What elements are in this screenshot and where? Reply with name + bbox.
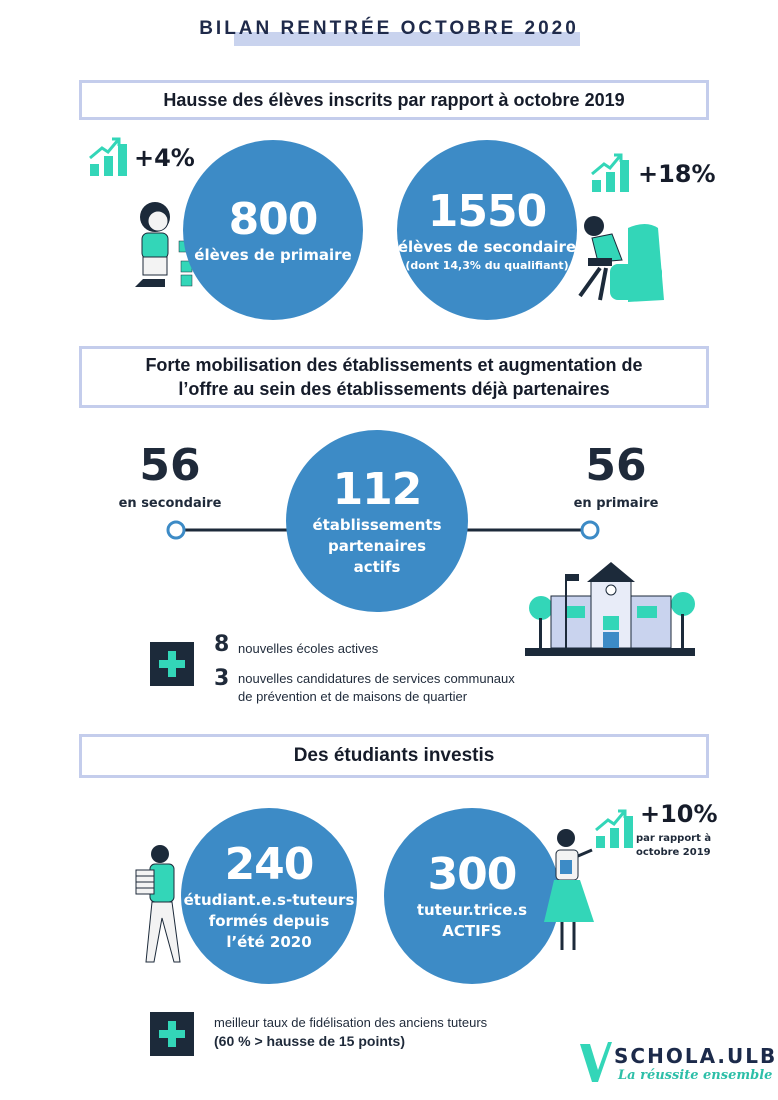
tutors-growth-value: +10% xyxy=(640,800,718,828)
new-applications-line2: de prévention et de maisons de quartier xyxy=(238,689,468,704)
secondary-students-label: élèves de secondaire xyxy=(397,237,577,256)
logo-name: SCHOLA.ULB xyxy=(614,1044,778,1068)
schola-v-logo-icon xyxy=(578,1040,614,1084)
section-heading-line1: Forte mobilisation des établissements et augmentation de xyxy=(145,355,643,375)
plus-icon xyxy=(150,1012,194,1056)
partner-schools-line3: actifs xyxy=(353,557,401,576)
active-tutors-line1: tuteur.trice.s xyxy=(416,901,528,919)
secondary-students-circle xyxy=(397,140,577,320)
section-heading-enrolment xyxy=(79,80,709,120)
active-tutors-circle xyxy=(384,808,560,984)
partner-schools-circle xyxy=(286,430,468,612)
partner-schools-line2: partenaires xyxy=(327,536,427,555)
secondary-students-sublabel: (dont 14,3% du qualifiant) xyxy=(405,258,569,272)
secondary-growth-label: +18% xyxy=(638,160,716,188)
primary-students-number: 800 xyxy=(228,193,318,245)
trained-tutors-line2: formés depuis xyxy=(208,911,330,930)
trained-tutors-number: 240 xyxy=(224,838,314,890)
retention-line2: (60 % > hausse de 15 points) xyxy=(214,1033,406,1049)
primary-schools-label: en primaire xyxy=(573,496,659,511)
secondary-students-number: 1550 xyxy=(427,185,547,237)
section-heading-text: Hausse des élèves inscrits par rapport à octobre 2019 xyxy=(163,90,625,110)
school-building-icon xyxy=(525,552,705,660)
primary-students-circle xyxy=(183,140,363,320)
logo-tagline: La réussite ensemble xyxy=(618,1068,773,1083)
trained-tutors-circle xyxy=(181,808,357,984)
trained-tutors-line1: étudiant.e.s-tuteurs xyxy=(183,890,355,909)
tutors-growth-line1: par rapport à xyxy=(636,833,712,844)
new-applications-number: 3 xyxy=(214,666,230,691)
section-heading-text: Des étudiants investis xyxy=(293,745,495,766)
retention-line1: meilleur taux de fidélisation des anciens tuteurs xyxy=(214,1015,488,1030)
secondary-schools-label: en secondaire xyxy=(118,496,222,511)
section-heading-students xyxy=(79,734,709,778)
connector-node-icon xyxy=(168,522,184,538)
section-heading-line2: l’offre au sein des établissements déjà partenaires xyxy=(178,379,610,399)
trained-tutors-line3: l’été 2020 xyxy=(226,932,312,951)
connector-node-icon xyxy=(582,522,598,538)
active-tutors-number: 300 xyxy=(427,849,517,900)
growth-chart-icon xyxy=(594,808,638,848)
new-schools-number: 8 xyxy=(214,632,230,657)
growth-chart-icon xyxy=(88,136,132,176)
primary-growth-label: +4% xyxy=(134,144,195,172)
secondary-schools-number: 56 xyxy=(139,440,201,491)
student-reading-illustration xyxy=(570,210,670,310)
section-heading-schools xyxy=(79,346,709,408)
new-applications-line1: nouvelles candidatures de services communaux xyxy=(238,671,515,686)
primary-schools-number: 56 xyxy=(585,440,647,491)
tutors-growth-line2: octobre 2019 xyxy=(636,847,711,858)
plus-icon xyxy=(150,642,194,686)
partner-schools-line1: établissements xyxy=(312,515,442,534)
page-title: BILAN RENTRÉE OCTOBRE 2020 xyxy=(199,18,579,39)
active-tutors-line2: ACTIFS xyxy=(442,922,502,940)
partner-schools-number: 112 xyxy=(332,463,422,515)
primary-students-label: élèves de primaire xyxy=(194,245,352,264)
growth-chart-icon xyxy=(590,152,634,192)
new-schools-text: nouvelles écoles actives xyxy=(238,641,379,656)
